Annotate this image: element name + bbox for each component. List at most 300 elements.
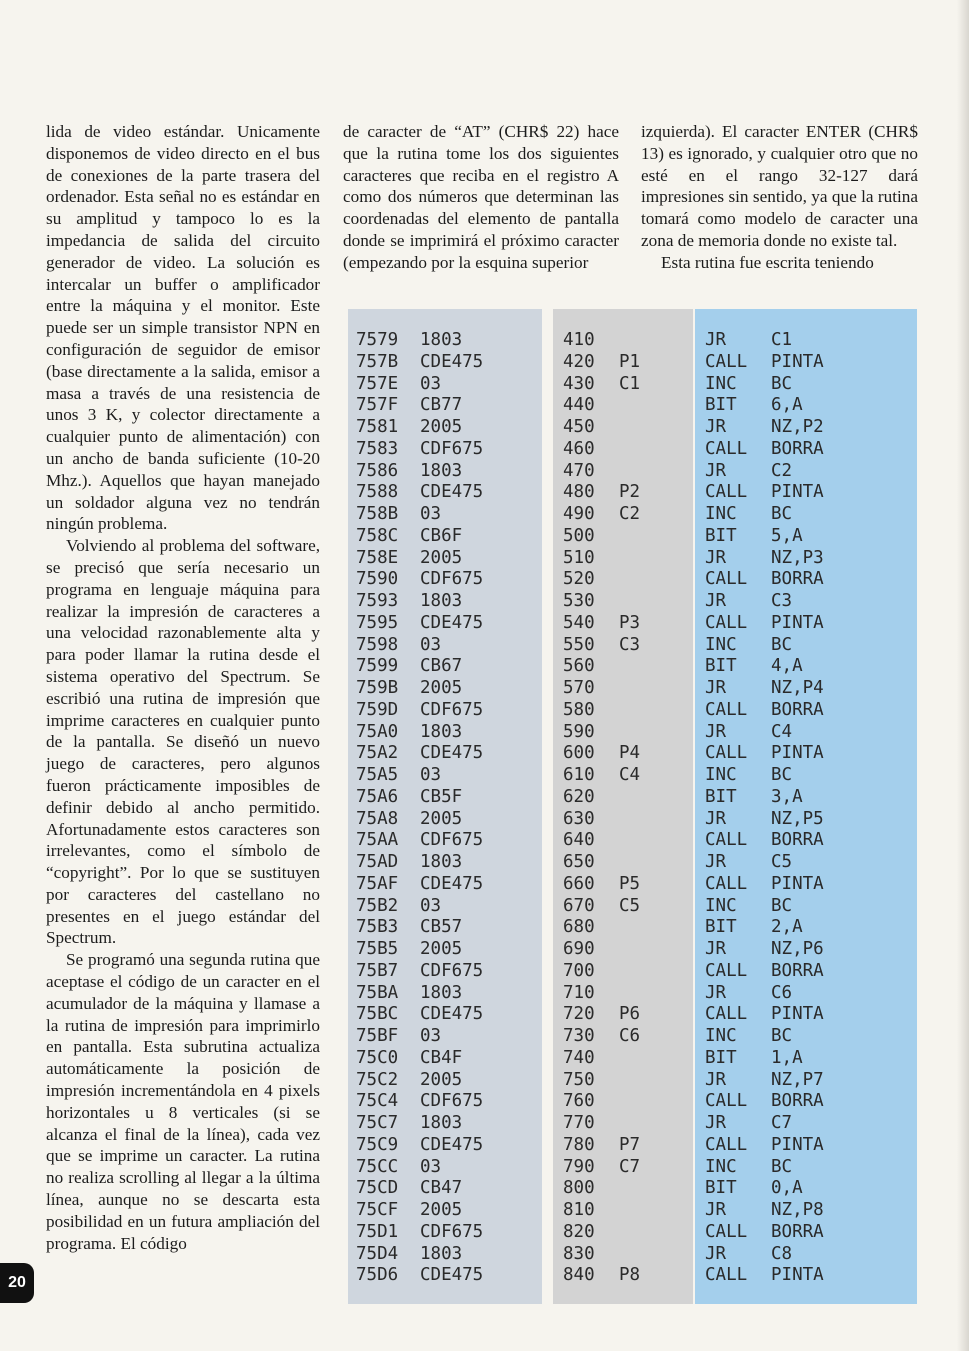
memory-address: 75D6 (356, 1265, 399, 1286)
listing-row (348, 1157, 542, 1179)
machine-code: 1803 (420, 1243, 463, 1264)
listing-row (553, 1178, 693, 1200)
listing-row (553, 787, 693, 809)
listing-row (553, 809, 693, 831)
line-number: 660 (563, 873, 595, 894)
listing-row (695, 482, 917, 504)
machine-code: 03 (420, 765, 442, 785)
label: P3 (619, 612, 641, 633)
listing-row (695, 548, 917, 570)
line-number: 650 (563, 852, 595, 872)
listing-row (695, 1091, 917, 1113)
listing-row (348, 417, 542, 439)
operand: BORRA (771, 1221, 824, 1242)
memory-address: 7595 (356, 612, 399, 633)
listing-row (695, 461, 917, 483)
operand: 6,A (771, 395, 803, 416)
listing-row (695, 961, 917, 983)
memory-address: 758E (356, 547, 399, 568)
machine-code: 03 (420, 634, 442, 655)
line-number: 450 (563, 417, 595, 437)
listing-row (553, 722, 693, 744)
opcode: JR (705, 1113, 727, 1133)
listing-row (348, 700, 542, 722)
memory-address: 75C2 (356, 1069, 399, 1090)
listing-row (348, 809, 542, 831)
listing-row (695, 1157, 917, 1179)
memory-address: 759B (356, 678, 399, 698)
machine-code: CDF675 (420, 1091, 484, 1112)
listing-row (695, 395, 917, 417)
listing-row (348, 1026, 542, 1048)
listing-row (553, 917, 693, 939)
listing-row (553, 678, 693, 700)
operand: NZ,P4 (771, 678, 824, 698)
opcode: BIT (705, 395, 737, 416)
paragraph: Se programó una segunda rutina que aceptase el código de un caracter en el acumulador de la máquina y llamase a la rutina de impresión para imprimirlo en pantalla. Esta subrutina actualiza automáticamente la posición de impresión incrementándola en 4 pixels horizontales u 8 verticales (si se alcanza el final de la línea), cada vez que se imprime un caracter. La rutina no realiza scrolling al llegar a la última línea, aunque no se descarta esta posibilidad en un futura ampliación del programa. El código (46, 950, 320, 1253)
line-number: 800 (563, 1178, 595, 1199)
listing-row (348, 1048, 542, 1070)
line-number: 430 (563, 373, 595, 394)
line-number: 490 (563, 504, 595, 524)
operand: 0,A (771, 1178, 803, 1199)
memory-address: 757E (356, 373, 399, 394)
text-column-2 (343, 121, 619, 274)
label: C2 (619, 504, 641, 524)
memory-address: 7579 (356, 330, 399, 350)
line-number: 770 (563, 1113, 595, 1133)
listing-row (348, 569, 542, 591)
line-number: 700 (563, 960, 595, 981)
opcode: CALL (705, 482, 748, 503)
listing-row (553, 1004, 693, 1026)
machine-code: CB47 (420, 1178, 463, 1199)
machine-code: CDF675 (420, 830, 484, 851)
listing-row (695, 1178, 917, 1200)
operand: BC (771, 634, 793, 655)
text-column-1 (46, 121, 320, 1254)
operand: C2 (771, 460, 793, 481)
machine-code: CB6F (420, 525, 463, 546)
listing-row (348, 482, 542, 504)
listing-row (695, 722, 917, 744)
opcode: INC (705, 895, 737, 916)
line-number: 760 (563, 1091, 595, 1112)
listing-row (695, 1244, 917, 1266)
opcode: JR (705, 939, 727, 959)
listing-row (695, 939, 917, 961)
listing-row (695, 787, 917, 809)
label: C1 (619, 373, 641, 394)
listing-row (348, 787, 542, 809)
opcode: CALL (705, 1004, 748, 1025)
operand: BORRA (771, 1091, 824, 1112)
memory-address: 7581 (356, 417, 399, 437)
machine-code: CDF675 (420, 960, 484, 981)
opcode: BIT (705, 1178, 737, 1199)
memory-address: 75C4 (356, 1091, 399, 1112)
listing-row (348, 983, 542, 1005)
operand: C3 (771, 591, 793, 611)
machine-code: CDE475 (420, 743, 484, 764)
listing-row (348, 504, 542, 526)
operand: BC (771, 1026, 793, 1046)
listing-row (695, 765, 917, 787)
listing-address-block (348, 309, 542, 1304)
machine-code: CDE475 (420, 482, 484, 503)
listing-row (553, 1222, 693, 1244)
listing-row (553, 656, 693, 678)
listing-row (348, 613, 542, 635)
line-number: 840 (563, 1265, 595, 1286)
listing-row (695, 917, 917, 939)
opcode: INC (705, 504, 737, 524)
operand: NZ,P6 (771, 939, 824, 959)
label: C3 (619, 634, 641, 655)
listing-row (695, 417, 917, 439)
line-number: 520 (563, 569, 595, 590)
opcode: CALL (705, 699, 748, 720)
listing-row (695, 830, 917, 852)
machine-code: CB67 (420, 656, 463, 677)
memory-address: 75C7 (356, 1113, 399, 1133)
operand: BC (771, 373, 793, 394)
machine-code: 03 (420, 373, 442, 394)
listing-row (553, 417, 693, 439)
listing-row (348, 722, 542, 744)
listing-row (348, 830, 542, 852)
listing-row (695, 1265, 917, 1287)
listing-row (553, 961, 693, 983)
listing-row (553, 1265, 693, 1287)
operand: PINTA (771, 1265, 824, 1286)
listing-row (553, 983, 693, 1005)
listing-row (553, 1244, 693, 1266)
machine-code: CDF675 (420, 1221, 484, 1242)
listing-row (695, 1026, 917, 1048)
memory-address: 75A2 (356, 743, 399, 764)
line-number: 670 (563, 895, 595, 916)
machine-code: 2005 (420, 808, 463, 829)
listing-row (348, 591, 542, 613)
listing-row (553, 874, 693, 896)
listing-row (348, 1091, 542, 1113)
memory-address: 75A8 (356, 808, 399, 829)
listing-row (348, 765, 542, 787)
listing-row (695, 569, 917, 591)
paragraph: izquierda). El caracter ENTER (CHR$ 13) es ignorado, y cualquier otro que no esté en el rango 32-127 dará impresiones sin sentido, ya que la rutina tomará como modelo de caracter una zona de memoria donde no existe tal. (641, 122, 918, 250)
line-number: 560 (563, 656, 595, 677)
listing-row (348, 656, 542, 678)
listing-row (553, 482, 693, 504)
machine-code: CB77 (420, 395, 463, 416)
machine-code: 1803 (420, 1113, 463, 1133)
listing-row (348, 395, 542, 417)
line-number: 420 (563, 351, 595, 372)
label: P7 (619, 1134, 641, 1155)
opcode: BIT (705, 1047, 737, 1068)
label: P2 (619, 482, 641, 503)
opcode: JR (705, 547, 727, 568)
opcode: JR (705, 1200, 727, 1220)
opcode: JR (705, 982, 727, 1003)
opcode: JR (705, 852, 727, 872)
machine-code: 1803 (420, 330, 463, 350)
listing-row (553, 526, 693, 548)
listing-row (553, 1157, 693, 1179)
opcode: JR (705, 1069, 727, 1090)
operand: PINTA (771, 1134, 824, 1155)
memory-address: 75B3 (356, 917, 399, 938)
listing-row (553, 330, 693, 352)
machine-code: CDE475 (420, 612, 484, 633)
listing-row (348, 874, 542, 896)
listing-row (348, 1113, 542, 1135)
listing-row (348, 1004, 542, 1026)
line-number: 680 (563, 917, 595, 938)
listing-row (695, 1004, 917, 1026)
label: C7 (619, 1156, 641, 1177)
opcode: BIT (705, 656, 737, 677)
listing-row (695, 896, 917, 918)
listing-row (553, 461, 693, 483)
listing-row (695, 852, 917, 874)
listing-row (695, 700, 917, 722)
listing-row (553, 439, 693, 461)
page-edge-shadow (957, 0, 969, 1351)
machine-code: CDE475 (420, 1265, 484, 1286)
line-number: 720 (563, 1004, 595, 1025)
listing-row (553, 352, 693, 374)
line-number: 630 (563, 808, 595, 829)
memory-address: 758C (356, 525, 399, 546)
machine-code: 2005 (420, 1200, 463, 1220)
label: P4 (619, 743, 641, 764)
listing-row (695, 743, 917, 765)
opcode: JR (705, 808, 727, 829)
memory-address: 757F (356, 395, 399, 416)
line-number: 710 (563, 982, 595, 1003)
listing-row (553, 765, 693, 787)
memory-address: 7586 (356, 460, 399, 481)
listing-row (695, 1222, 917, 1244)
label: P6 (619, 1004, 641, 1025)
operand: 1,A (771, 1047, 803, 1068)
text-column-3 (641, 121, 918, 274)
memory-address: 7588 (356, 482, 399, 503)
listing-row (695, 374, 917, 396)
listing-row (348, 374, 542, 396)
page-number: 20 (0, 1263, 34, 1303)
listing-row (348, 352, 542, 374)
listing-row (348, 548, 542, 570)
operand: PINTA (771, 1004, 824, 1025)
line-number: 690 (563, 939, 595, 959)
listing-row (553, 635, 693, 657)
line-number: 530 (563, 591, 595, 611)
memory-address: 75CC (356, 1156, 399, 1177)
memory-address: 757B (356, 351, 399, 372)
listing-row (553, 1048, 693, 1070)
operand: PINTA (771, 351, 824, 372)
listing-row (695, 526, 917, 548)
opcode: CALL (705, 351, 748, 372)
machine-code: 2005 (420, 939, 463, 959)
paragraph: de caracter de “AT” (CHR$ 22) hace que la rutina tome los dos siguientes caracteres que reciba en el registro A como dos números que determinan las coordenadas del elemento de pantalla donde se imprimirá el próximo caracter (empezando por la esquina superior (343, 122, 619, 272)
label: P8 (619, 1265, 641, 1286)
line-number: 640 (563, 830, 595, 851)
opcode: CALL (705, 743, 748, 764)
listing-row (348, 1222, 542, 1244)
listing-row (553, 395, 693, 417)
opcode: CALL (705, 569, 748, 590)
listing-row (695, 983, 917, 1005)
operand: C7 (771, 1113, 793, 1133)
opcode: CALL (705, 1134, 748, 1155)
opcode: CALL (705, 960, 748, 981)
operand: PINTA (771, 612, 824, 633)
paragraph: Esta rutina fue escrita teniendo (661, 252, 874, 272)
opcode: INC (705, 1156, 737, 1177)
opcode: JR (705, 721, 727, 742)
line-number: 790 (563, 1156, 595, 1177)
listing-row (695, 613, 917, 635)
listing-row (348, 439, 542, 461)
line-number: 480 (563, 482, 595, 503)
listing-row (348, 1244, 542, 1266)
listing-row (553, 1070, 693, 1092)
listing-row (553, 613, 693, 635)
operand: PINTA (771, 482, 824, 503)
listing-line-number-block (553, 309, 693, 1304)
line-number: 620 (563, 786, 595, 807)
memory-address: 75CD (356, 1178, 399, 1199)
memory-address: 75D4 (356, 1243, 399, 1264)
line-number: 750 (563, 1069, 595, 1090)
operand: NZ,P8 (771, 1200, 824, 1220)
opcode: INC (705, 373, 737, 394)
operand: NZ,P5 (771, 808, 824, 829)
memory-address: 75CF (356, 1200, 399, 1220)
operand: BC (771, 1156, 793, 1177)
operand: BORRA (771, 438, 824, 459)
memory-address: 75B5 (356, 939, 399, 959)
operand: C5 (771, 852, 793, 872)
machine-code: 1803 (420, 721, 463, 742)
listing-row (348, 961, 542, 983)
operand: BC (771, 895, 793, 916)
operand: C6 (771, 982, 793, 1003)
machine-code: 2005 (420, 417, 463, 437)
listing-row (695, 439, 917, 461)
memory-address: 75B7 (356, 960, 399, 981)
machine-code: 1803 (420, 982, 463, 1003)
memory-address: 7599 (356, 656, 399, 677)
opcode: JR (705, 591, 727, 611)
line-number: 820 (563, 1221, 595, 1242)
operand: PINTA (771, 873, 824, 894)
machine-code: 2005 (420, 1069, 463, 1090)
machine-code: CDE475 (420, 1134, 484, 1155)
memory-address: 7593 (356, 591, 399, 611)
line-number: 830 (563, 1243, 595, 1264)
operand: BORRA (771, 960, 824, 981)
memory-address: 75A5 (356, 765, 399, 785)
operand: 3,A (771, 786, 803, 807)
memory-address: 75A0 (356, 721, 399, 742)
machine-code: 03 (420, 1156, 442, 1177)
memory-address: 75AF (356, 873, 399, 894)
line-number: 510 (563, 547, 595, 568)
opcode: BIT (705, 525, 737, 546)
listing-row (348, 939, 542, 961)
opcode: CALL (705, 873, 748, 894)
listing-row (695, 1113, 917, 1135)
memory-address: 75AD (356, 852, 399, 872)
listing-row (553, 939, 693, 961)
line-number: 780 (563, 1134, 595, 1155)
memory-address: 75C9 (356, 1134, 399, 1155)
operand: BORRA (771, 699, 824, 720)
operand: NZ,P3 (771, 547, 824, 568)
listing-row (348, 1200, 542, 1222)
opcode: CALL (705, 438, 748, 459)
listing-row (348, 1178, 542, 1200)
machine-code: 03 (420, 895, 442, 916)
line-number: 580 (563, 699, 595, 720)
listing-row (695, 330, 917, 352)
machine-code: 1803 (420, 852, 463, 872)
memory-address: 75BA (356, 982, 399, 1003)
listing-row (553, 1200, 693, 1222)
listing-row (553, 1026, 693, 1048)
memory-address: 7583 (356, 438, 399, 459)
listing-row (553, 569, 693, 591)
machine-code: CB57 (420, 917, 463, 938)
listing-row (553, 1091, 693, 1113)
operand: 4,A (771, 656, 803, 677)
listing-row (553, 548, 693, 570)
listing-row (695, 504, 917, 526)
listing-row (553, 896, 693, 918)
listing-row (348, 896, 542, 918)
memory-address: 75BC (356, 1004, 399, 1025)
operand: BC (771, 765, 793, 785)
memory-address: 7598 (356, 634, 399, 655)
paragraph: Volviendo al problema del software, se precisó que sería necesario un programa en lenguaje máquina para realizar la impresión de caracteres a una velocidad razonablemente alta y para poder llamar la rutina desde el sistema operativo del Spectrum. Se escribió una rutina de impresión que imprime caracteres en cualquier punto de la pantalla. Se diseñó un nuevo juego de caracteres, pero algunos fueron prácticamente imposibles de definir debido al ancho permitido. Afortunadamente estos caracteres son irrelevantes, como el símbolo de “copyright”. Por lo que se sustituyen por caracteres del castellano no presentes en el juego estándar del Spectrum. (46, 536, 320, 948)
opcode: JR (705, 678, 727, 698)
machine-code: 2005 (420, 547, 463, 568)
listing-row (695, 809, 917, 831)
opcode: CALL (705, 1221, 748, 1242)
machine-code: CDE475 (420, 873, 484, 894)
opcode: INC (705, 765, 737, 785)
line-number: 470 (563, 460, 595, 481)
listing-row (695, 1048, 917, 1070)
label: C5 (619, 895, 641, 916)
listing-row (348, 917, 542, 939)
opcode: BIT (705, 917, 737, 938)
memory-address: 75B2 (356, 895, 399, 916)
opcode: INC (705, 1026, 737, 1046)
opcode: JR (705, 417, 727, 437)
opcode: CALL (705, 830, 748, 851)
opcode: JR (705, 460, 727, 481)
operand: C1 (771, 330, 793, 350)
line-number: 600 (563, 743, 595, 764)
listing-row (348, 635, 542, 657)
operand: NZ,P2 (771, 417, 824, 437)
